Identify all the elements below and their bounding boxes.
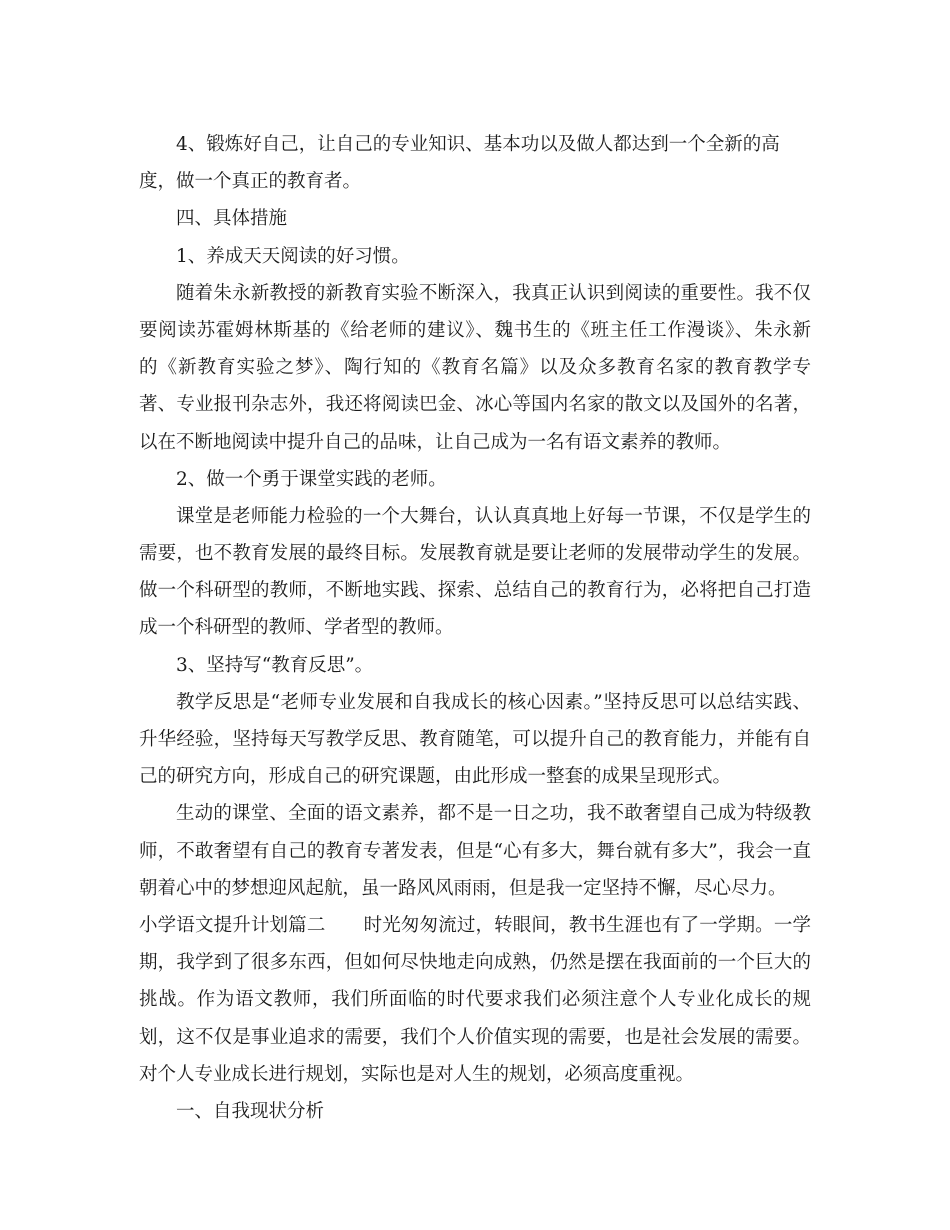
text-line: 课堂是老师能力检验的一个大舞台，认认真真地上好每一节课，不仅是学生的 bbox=[176, 505, 811, 527]
text-line: 朝着心中的梦想迎风起航，虽一路风风雨雨，但是我一定坚持不懈，尽心尽力。 bbox=[139, 877, 787, 899]
text-line: 4、锻炼好自己，让自己的专业知识、基本功以及做人都达到一个全新的高 bbox=[176, 134, 780, 155]
text-line: 需要，也不教育发展的最终目标。发展教育就是要让老师的发展带动学生的发展。 bbox=[139, 543, 811, 565]
text-line: 2、做一个勇于课堂实践的老师。 bbox=[176, 468, 447, 490]
text-line: 著、专业报刊杂志外，我还将阅读巴金、冰心等国内名家的散文以及国外的名著， bbox=[139, 394, 811, 416]
text-line: 己的研究方向，形成自己的研究课题，由此形成一整套的成果呈现形式。 bbox=[139, 766, 732, 788]
text-line: 四、具体措施 bbox=[176, 208, 288, 230]
document-body bbox=[139, 126, 811, 907]
section-first-line: 时光匆匆流过，转眼间，教书生涯也有了一学期。一学 bbox=[363, 914, 811, 936]
text-line: 挑战。作为语文教师，我们所面临的时代要求我们必须注意个人专业化成长的规 bbox=[139, 989, 811, 1011]
text-line: 期，我学到了很多东西，但如何尽快地走向成熟，仍然是摆在我面前的一个巨大的 bbox=[139, 952, 811, 974]
text-line: 要阅读苏霍姆林斯基的《给老师的建议》、魏书生的《班主任工作漫谈》、朱永新 bbox=[139, 319, 811, 341]
text-line: 划，这不仅是事业追求的需要，我们个人价值实现的需要，也是社会发展的需要。 bbox=[139, 1026, 811, 1048]
text-line: 的《新教育实验之梦》、陶行知的《教育名篇》以及众多教育名家的教育教学专 bbox=[139, 357, 811, 379]
text-line: 升华经验，坚持每天写教学反思、教育随笔，可以提升自己的教育能力，并能有自 bbox=[139, 729, 811, 750]
document-body-continued bbox=[139, 944, 811, 1130]
text-line: 以在不断地阅读中提升自己的品味，让自己成为一名有语文素养的教师。 bbox=[139, 431, 732, 453]
document-page bbox=[139, 126, 811, 1130]
text-line: 生动的课堂、全面的语文素养，都不是一日之功，我不敢奢望自己成为特级教 bbox=[176, 803, 811, 825]
text-line: 成一个科研型的教师、学者型的教师。 bbox=[139, 617, 454, 639]
section-title: 小学语文提升计划篇二 bbox=[139, 914, 326, 936]
text-line: 教学反思是“老师专业发展和自我成长的核心因素。”坚持反思可以总结实践、 bbox=[176, 691, 811, 713]
text-line: 对个人专业成长进行规划，实际也是对人生的规划，必须高度重视。 bbox=[139, 1063, 695, 1085]
text-line: 随着朱永新教授的新教育实验不断深入，我真正认识到阅读的重要性。我不仅 bbox=[176, 282, 811, 304]
text-line: 师，不敢奢望有自己的教育专著发表，但是“心有多大，舞台就有多大”，我会一直 bbox=[139, 840, 811, 862]
section-heading-line bbox=[139, 907, 811, 944]
text-line: 3、坚持写“教育反思”。 bbox=[176, 654, 374, 676]
text-line: 度，做一个真正的教育者。 bbox=[139, 171, 362, 193]
text-line: 一、自我现状分析 bbox=[176, 1100, 325, 1122]
text-line: 做一个科研型的教师，不断地实践、探索、总结自己的教育行为，必将把自己打造 bbox=[139, 580, 811, 602]
text-line: 1、养成天天阅读的好习惯。 bbox=[176, 245, 410, 267]
